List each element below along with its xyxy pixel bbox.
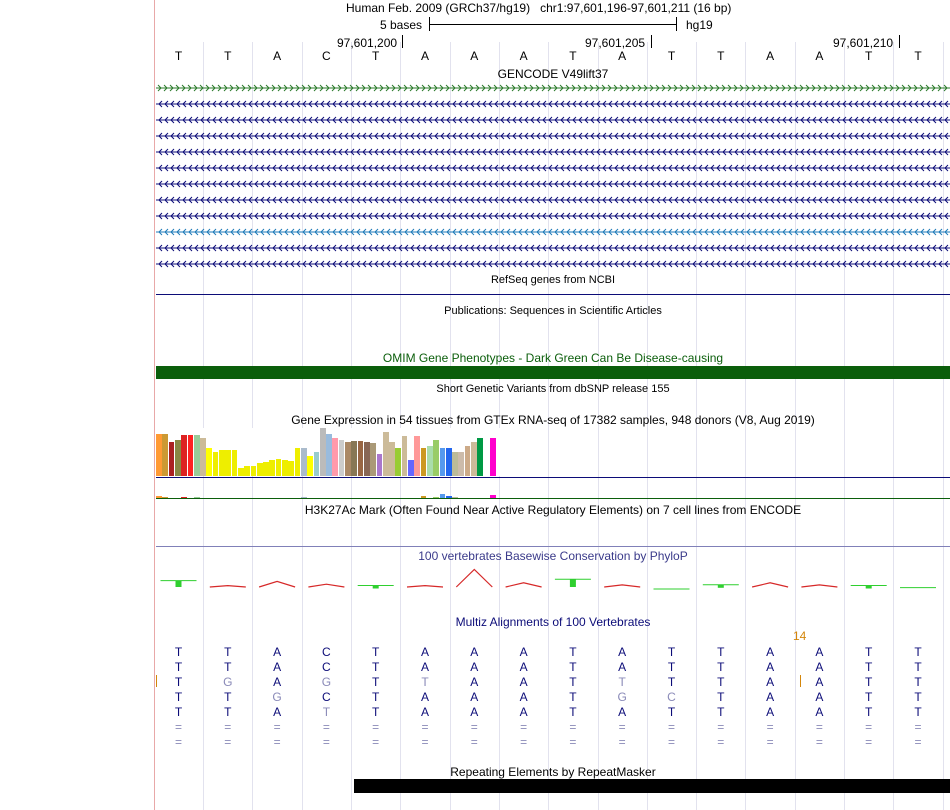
- alignment-base: T: [865, 705, 873, 719]
- gtex-bar[interactable]: [383, 432, 389, 476]
- alignment-base: C: [322, 690, 331, 704]
- gtex-bar[interactable]: [458, 452, 464, 476]
- alignment-base: =: [914, 735, 922, 749]
- h3k27ac-title: H3K27Ac Mark (Often Found Near Active Regulatory Elements) on 7 cell lines from ENCODE: [304, 503, 802, 517]
- phylop-mark[interactable]: [851, 586, 887, 589]
- alignment-base: T: [224, 645, 232, 659]
- repeatmasker-title: Repeating Elements by RepeatMasker: [450, 765, 656, 779]
- refseq-line[interactable]: [156, 294, 950, 295]
- alignment-base: T: [667, 675, 676, 689]
- alignment-base: T: [174, 675, 183, 689]
- alignment-base: =: [815, 735, 823, 749]
- gtex-bar[interactable]: [471, 442, 477, 476]
- omim-bar[interactable]: [156, 366, 950, 379]
- base-letter: T: [914, 49, 922, 63]
- alignment-base: T: [717, 690, 725, 704]
- alignment-base: T: [174, 660, 183, 674]
- gtex-bar[interactable]: [408, 460, 414, 476]
- alignment-base: C: [667, 690, 676, 704]
- coord-label-2: 97,601,205: [585, 36, 646, 50]
- phylop-mark[interactable]: [752, 583, 788, 587]
- alignment-base: A: [766, 645, 775, 659]
- gtex-bar[interactable]: [433, 440, 439, 476]
- gtex-bar[interactable]: [339, 440, 345, 476]
- gtex-bar[interactable]: [326, 434, 332, 476]
- alignment-base: T: [667, 645, 676, 659]
- gtex-bar[interactable]: [276, 459, 282, 476]
- gtex-bar[interactable]: [269, 460, 275, 476]
- alignment-base: T: [372, 690, 380, 704]
- alignment-base: A: [420, 705, 429, 719]
- gtex-bar[interactable]: [484, 438, 490, 476]
- gtex-bar[interactable]: [156, 434, 162, 476]
- alignment-base: T: [224, 705, 232, 719]
- gene-feature[interactable]: [156, 227, 950, 237]
- alignment-base: T: [224, 690, 232, 704]
- alignment-base: =: [224, 735, 232, 749]
- alignment-base: T: [372, 705, 380, 719]
- gtex-bar[interactable]: [162, 434, 168, 476]
- gtex-bar[interactable]: [244, 466, 250, 476]
- dbsnp-title: Short Genetic Variants from dbSNP release 155: [436, 383, 670, 395]
- gtex-bar[interactable]: [402, 436, 408, 476]
- alignment-base: A: [519, 690, 528, 704]
- gutter-separator[interactable]: [154, 0, 155, 810]
- gtex-bar[interactable]: [169, 442, 175, 476]
- coord-tick-1: [402, 35, 403, 48]
- gtex-bar[interactable]: [288, 461, 294, 476]
- gene-feature[interactable]: [156, 115, 950, 125]
- gtex-as1-chart[interactable]: [156, 488, 536, 498]
- gtex-bar[interactable]: [452, 452, 458, 476]
- coord-tick-3: [899, 35, 900, 48]
- base-letter: A: [470, 49, 479, 63]
- alignment-base: G: [272, 690, 282, 704]
- alignment-base: T: [717, 675, 725, 689]
- alignment-base: T: [865, 645, 873, 659]
- alignment-base: A: [273, 645, 282, 659]
- gtex-bar[interactable]: [345, 442, 351, 476]
- gtex-bar[interactable]: [440, 448, 446, 476]
- phylop-mark[interactable]: [210, 586, 246, 587]
- phylop-mark[interactable]: [604, 585, 640, 587]
- alignment-base: T: [372, 675, 380, 689]
- phylop-mark[interactable]: [259, 581, 295, 587]
- gtex-bar[interactable]: [263, 462, 269, 476]
- alignment-base: A: [273, 705, 282, 719]
- alignment-base: =: [520, 735, 528, 749]
- gtex-bar[interactable]: [307, 456, 313, 476]
- gtex-bar[interactable]: [477, 438, 483, 476]
- alignment-base: =: [372, 735, 380, 749]
- phylop-title: 100 vertebrates Basewise Conservation by PhyloP: [418, 549, 688, 563]
- alignment-base: A: [519, 705, 528, 719]
- gtex-bar[interactable]: [446, 448, 452, 476]
- gap-marker: [800, 675, 801, 687]
- gtex-bar[interactable]: [358, 441, 364, 476]
- alignment-base: T: [569, 705, 577, 719]
- refseq-title: RefSeq genes from NCBI: [490, 274, 616, 286]
- alignment-base: T: [865, 660, 873, 674]
- alignment-base: T: [914, 690, 922, 704]
- gtex-bar[interactable]: [427, 446, 433, 476]
- alignment-base: C: [322, 645, 331, 659]
- alignment-base: =: [322, 720, 330, 734]
- alignment-base: A: [470, 690, 479, 704]
- h3k27ac-baseline[interactable]: [156, 546, 950, 547]
- gene-feature[interactable]: [156, 147, 950, 157]
- alignment-base: =: [717, 735, 725, 749]
- coord-label-1: 97,601,200: [337, 36, 398, 50]
- phylop-mark[interactable]: [555, 579, 591, 587]
- alignment-base: G: [321, 675, 332, 689]
- alignment-base: T: [865, 675, 873, 689]
- base-letter: T: [569, 49, 577, 63]
- alignment-base: A: [815, 645, 824, 659]
- base-letter: A: [766, 49, 775, 63]
- gtex-title: Gene Expression in 54 tissues from GTEx RNA-seq of 17382 samples, 948 donors (V8, Aug 2019): [291, 413, 815, 427]
- alignment-base: T: [667, 660, 676, 674]
- alignment-base: T: [914, 675, 922, 689]
- alignment-base: T: [717, 705, 725, 719]
- alignment-base: T: [569, 660, 577, 674]
- alignment-base: A: [420, 645, 429, 659]
- gtex-dpyd-chart[interactable]: [156, 428, 536, 476]
- scale-tick-right: [676, 17, 677, 31]
- phylop-mark[interactable]: [506, 583, 542, 587]
- gtex-bar[interactable]: [200, 438, 206, 476]
- gtex-bar[interactable]: [465, 446, 471, 476]
- alignment-base: G: [223, 675, 233, 689]
- alignment-base: T: [717, 645, 725, 659]
- phylop-mark[interactable]: [358, 586, 394, 589]
- alignment-base: A: [618, 645, 627, 659]
- assembly-title: [346, 1, 731, 15]
- base-letter: A: [273, 49, 282, 63]
- alignment-base: A: [766, 705, 775, 719]
- alignment-base: =: [815, 720, 823, 734]
- gene-feature[interactable]: [156, 195, 950, 205]
- gtex-bar[interactable]: [225, 450, 231, 476]
- alignment-base: =: [421, 720, 429, 734]
- base-letter: A: [519, 49, 528, 63]
- alignment-base: =: [174, 735, 182, 749]
- gencode-title: GENCODE V49lift37: [497, 67, 609, 81]
- base-letter: T: [174, 49, 183, 63]
- gtex-bar[interactable]: [301, 448, 307, 476]
- alignment-base: A: [519, 645, 528, 659]
- alignment-base: =: [322, 735, 330, 749]
- gtex-bar[interactable]: [232, 450, 238, 476]
- gtex-bar[interactable]: [282, 460, 288, 476]
- gap-marker: [156, 675, 157, 687]
- base-letter: T: [667, 49, 676, 63]
- alignment-base: T: [717, 660, 725, 674]
- phylop-mark[interactable]: [703, 585, 739, 588]
- alignment-base: =: [421, 735, 429, 749]
- alignment-base: T: [174, 705, 183, 719]
- gene-feature[interactable]: [156, 131, 950, 141]
- gtex-bar[interactable]: [414, 436, 420, 476]
- alignment-base: =: [766, 720, 774, 734]
- base-letter: T: [224, 49, 232, 63]
- alignment-base: T: [569, 690, 577, 704]
- alignment-base: =: [470, 720, 478, 734]
- alignment-base: =: [865, 735, 873, 749]
- alignment-base: T: [618, 675, 626, 689]
- gtex-bar[interactable]: [251, 466, 257, 476]
- alignment-base: A: [519, 660, 528, 674]
- gtex-bar[interactable]: [188, 435, 194, 476]
- scale-bar: [429, 24, 677, 25]
- alignment-base: T: [667, 705, 676, 719]
- alignment-base: A: [766, 690, 775, 704]
- alignment-base: T: [914, 705, 922, 719]
- gtex-bar[interactable]: [320, 428, 326, 476]
- alignment-base: A: [273, 660, 282, 674]
- gtex-as1-gene-line: [156, 498, 950, 499]
- scale-db: hg19: [686, 18, 713, 32]
- phylop-mark[interactable]: [801, 585, 837, 587]
- coord-tick-2: [651, 35, 652, 48]
- gene-feature[interactable]: [156, 83, 950, 93]
- gtex-bar[interactable]: [351, 441, 357, 476]
- alignment-base: =: [865, 720, 873, 734]
- gap-count: 14: [793, 629, 807, 643]
- alignment-base: A: [420, 660, 429, 674]
- alignment-base: C: [322, 660, 331, 674]
- alignment-base: =: [914, 720, 922, 734]
- alignment-base: =: [569, 720, 577, 734]
- gtex-bar[interactable]: [238, 468, 244, 476]
- gene-feature[interactable]: [156, 259, 950, 269]
- gtex-bar[interactable]: [181, 435, 187, 476]
- browser-image[interactable]: [156, 0, 950, 810]
- alignment-base: A: [766, 675, 775, 689]
- gtex-bar[interactable]: [175, 440, 181, 476]
- base-letter: T: [865, 49, 873, 63]
- alignment-base: T: [174, 645, 183, 659]
- alignment-base: T: [174, 690, 183, 704]
- alignment-base: G: [617, 690, 627, 704]
- base-letter: C: [322, 49, 331, 63]
- phylop-mark[interactable]: [161, 581, 197, 587]
- repeatmasker-bar[interactable]: [354, 779, 950, 793]
- alignment-base: =: [174, 720, 182, 734]
- alignment-base: A: [470, 645, 479, 659]
- gtex-bar[interactable]: [389, 442, 395, 476]
- gtex-bar[interactable]: [490, 438, 496, 476]
- alignment-base: T: [421, 675, 429, 689]
- alignment-base: T: [224, 660, 232, 674]
- alignment-base: A: [470, 705, 479, 719]
- alignment-base: A: [618, 705, 627, 719]
- alignment-base: T: [569, 645, 577, 659]
- gtex-bar[interactable]: [194, 435, 200, 476]
- alignment-base: T: [865, 690, 873, 704]
- alignment-base: =: [667, 720, 675, 734]
- alignment-base: =: [569, 735, 577, 749]
- alignment-base: =: [717, 720, 725, 734]
- alignment-base: A: [815, 705, 824, 719]
- gtex-bar[interactable]: [364, 442, 370, 476]
- omim-title: OMIM Gene Phenotypes - Dark Green Can Be Disease-causing: [382, 351, 724, 365]
- gtex-bar[interactable]: [213, 452, 219, 476]
- alignment-base: A: [273, 675, 282, 689]
- assembly-name: Human Feb. 2009 (GRCh37/hg19): [346, 1, 531, 15]
- track-label-gutter: [0, 0, 154, 810]
- gtex-bar[interactable]: [377, 454, 383, 476]
- gtex-bar[interactable]: [395, 448, 401, 476]
- alignment-base: =: [224, 720, 232, 734]
- base-letter: A: [420, 49, 429, 63]
- alignment-base: =: [372, 720, 380, 734]
- alignment-base: T: [914, 645, 922, 659]
- gtex-bar[interactable]: [206, 448, 212, 476]
- phylop-mark[interactable]: [407, 586, 443, 587]
- gene-feature[interactable]: [156, 99, 950, 109]
- alignment-base: T: [372, 660, 380, 674]
- base-letter: T: [372, 49, 380, 63]
- gtex-dpyd-gene-line: [156, 477, 950, 478]
- gtex-bar[interactable]: [332, 438, 338, 476]
- gene-feature[interactable]: [156, 243, 950, 253]
- alignment-base: T: [322, 705, 331, 719]
- alignment-base: A: [766, 660, 775, 674]
- phylop-mark[interactable]: [308, 584, 344, 587]
- coord-label-3: 97,601,210: [833, 36, 894, 50]
- gtex-bar[interactable]: [257, 463, 263, 476]
- phylop-mark[interactable]: [456, 570, 492, 588]
- alignment-base: T: [914, 660, 922, 674]
- alignment-base: A: [470, 660, 479, 674]
- publications-title: Publications: Sequences in Scientific Articles: [444, 305, 662, 317]
- multiz-title: Multiz Alignments of 100 Vertebrates: [455, 615, 651, 629]
- position-text: chr1:97,601,196-97,601,211 (16 bp): [540, 1, 732, 15]
- base-letter: A: [815, 49, 824, 63]
- alignment-base: =: [273, 735, 281, 749]
- alignment-base: T: [569, 675, 577, 689]
- alignment-base: A: [618, 660, 627, 674]
- alignment-base: =: [520, 720, 528, 734]
- phylop-chart[interactable]: [156, 565, 950, 605]
- gtex-bar[interactable]: [295, 448, 301, 476]
- alignment-base: T: [372, 645, 380, 659]
- base-letter: T: [717, 49, 725, 63]
- alignment-base: =: [273, 720, 281, 734]
- alignment-base: =: [618, 735, 626, 749]
- alignment-base: A: [470, 675, 479, 689]
- alignment-base: =: [470, 735, 478, 749]
- gtex-bar[interactable]: [314, 452, 320, 476]
- gene-feature[interactable]: [156, 211, 950, 221]
- alignment-base: =: [766, 735, 774, 749]
- gtex-bar[interactable]: [421, 448, 427, 476]
- alignment-base: A: [815, 690, 824, 704]
- gtex-bar[interactable]: [219, 450, 225, 476]
- gtex-bar[interactable]: [370, 443, 376, 476]
- alignment-base: =: [618, 720, 626, 734]
- base-letter: A: [618, 49, 627, 63]
- alignment-base: =: [667, 735, 675, 749]
- alignment-base: A: [420, 690, 429, 704]
- alignment-base: A: [815, 675, 824, 689]
- alignment-base: A: [815, 660, 824, 674]
- scale-text: 5 bases: [380, 18, 423, 32]
- gene-feature[interactable]: [156, 179, 950, 189]
- gene-feature[interactable]: [156, 163, 950, 173]
- alignment-base: A: [519, 675, 528, 689]
